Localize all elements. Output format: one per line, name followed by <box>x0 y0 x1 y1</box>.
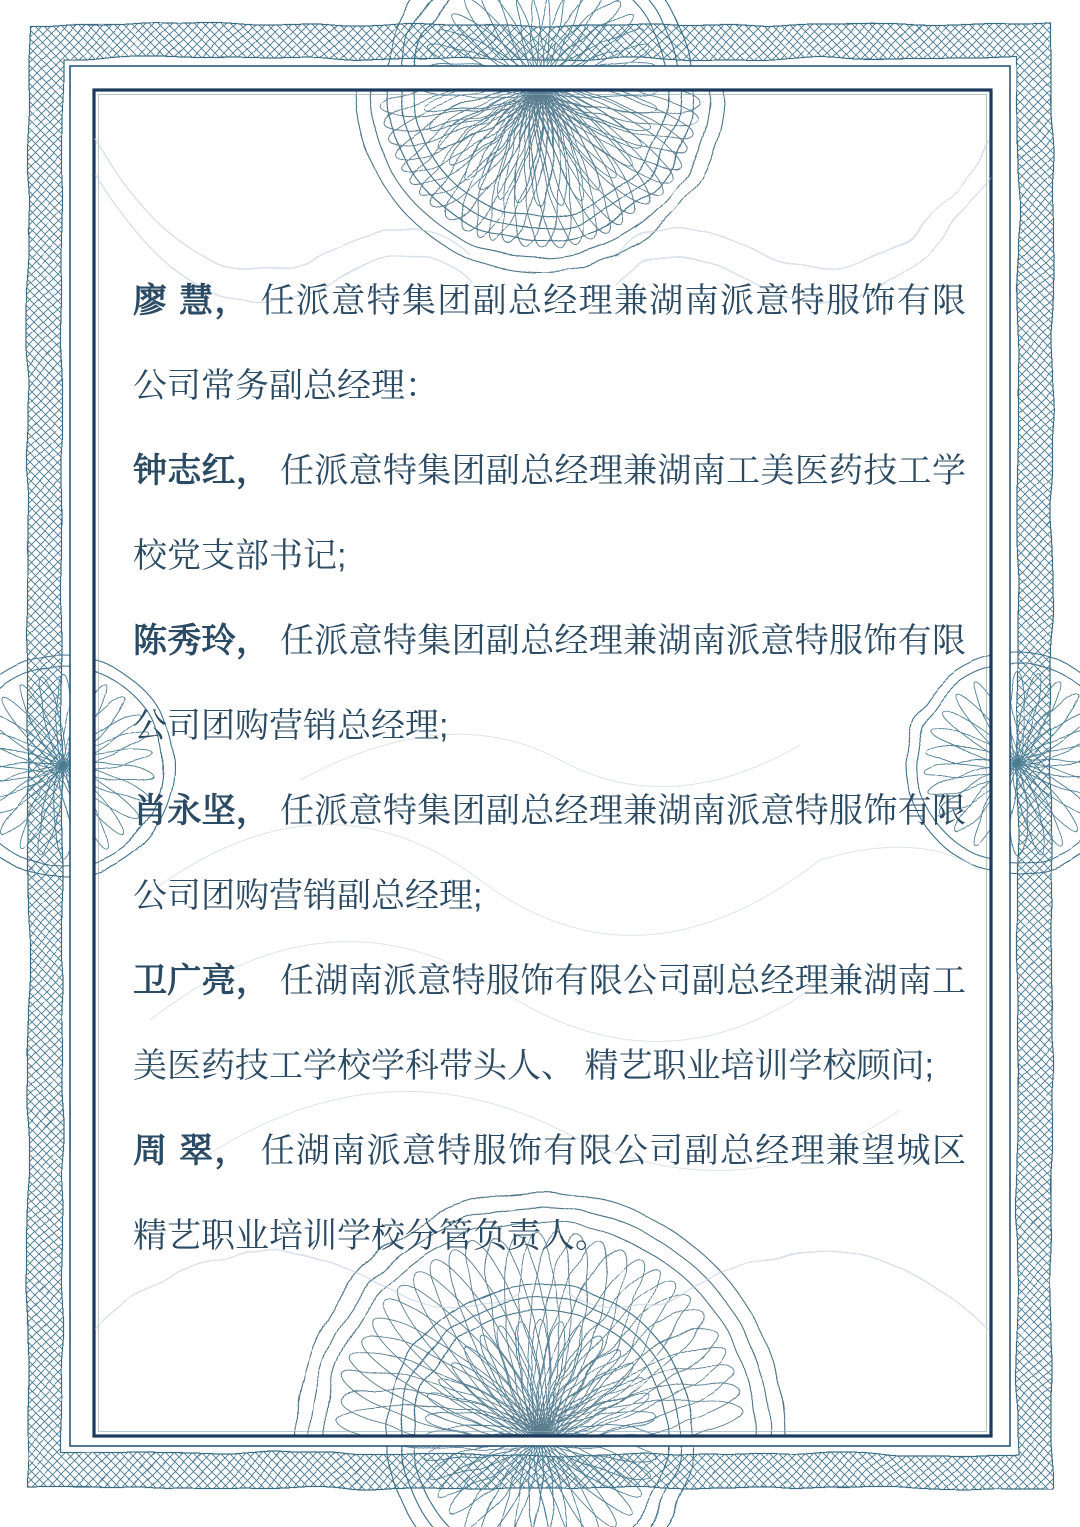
appointment-title: 任湖南派意特服饰有限公司副总经理兼望城区精艺职业培训学校分管负责人。 <box>133 1132 966 1255</box>
person-name: 肖永坚， <box>133 792 271 830</box>
appointment-entry <box>133 599 966 769</box>
person-name: 廖 慧， <box>133 282 250 320</box>
person-name: 周 翠， <box>133 1132 250 1170</box>
appointment-entry <box>133 769 966 939</box>
appointment-title: 任湖南派意特服饰有限公司副总经理兼湖南工美医药技工学校学科带头人、 精艺职业培训学校顾问; <box>133 962 966 1085</box>
person-name: 卫广亮， <box>133 962 271 1000</box>
person-name: 钟志红， <box>133 452 271 490</box>
appointment-title: 任派意特集团副总经理兼湖南派意特服饰有限公司团购营销总经理; <box>133 622 966 745</box>
appointment-entry <box>133 1109 966 1279</box>
appointment-title: 任派意特集团副总经理兼湖南派意特服饰有限公司团购营销副总经理; <box>133 792 966 915</box>
appointment-entry <box>133 429 966 599</box>
appointment-entry <box>133 259 966 429</box>
appointment-entry <box>133 939 966 1109</box>
appointment-title: 任派意特集团副总经理兼湖南派意特服饰有限公司常务副总经理： <box>133 282 966 405</box>
person-name: 陈秀玲， <box>133 622 271 660</box>
appointment-list <box>133 259 966 1279</box>
appointment-title: 任派意特集团副总经理兼湖南工美医药技工学校党支部书记; <box>133 452 966 575</box>
